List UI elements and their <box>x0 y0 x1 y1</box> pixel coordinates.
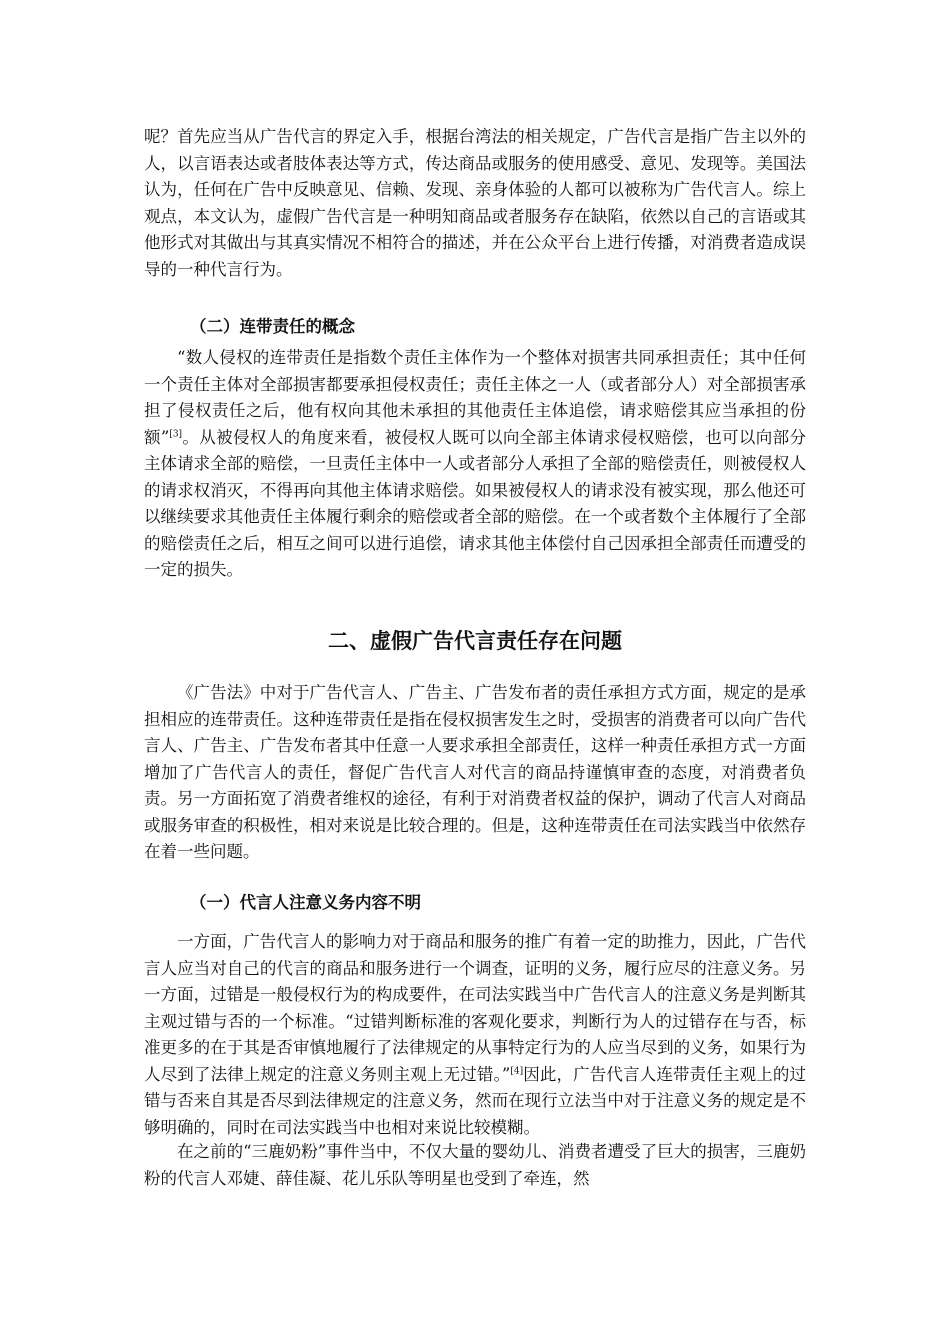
paragraph-continuation: 。从被侵权人的角度来看，被侵权人既可以向全部主体请求侵权赔偿，也可以向部分主体请求全部的赔偿，一旦责任主体中一人或者部分人承担了全部的赔偿责任，则被侵权人的请求权消灭，不得再向其他主体请求赔偿。如果被侵权人的请求没有被实现，那么他还可以继续要求其他责任主体履行剩余的赔偿或者全部的赔偿。在一个或者数个主体履行了全部的赔偿责任之后，相互之间可以进行追偿，请求其他主体偿付自己因承担全部责任而遭受的一定的损失。 <box>144 427 807 579</box>
subheading-duty-of-care: （一）代言人注意义务内容不明 <box>190 893 421 912</box>
citation-ref-3: [3] <box>169 429 183 439</box>
quote-text: “数人侵权的连带责任是指数个责任主体作为一个整体对损害共同承担责任；其中任何一个责任主体对全部损害都要承担侵权责任；责任主体之一人（或者部分人）对全部损害承担了侵权责任之后，他有权向其他未承担的其他责任主体追偿，请求赔偿其应当承担的份额” <box>144 348 806 447</box>
subheading-joint-liability-concept: （二）连带责任的概念 <box>190 317 355 336</box>
paragraph-joint-liability <box>144 345 806 584</box>
paragraph-definition: 呢？首先应当从广告代言的界定入手，根据台湾法的相关规定，广告代言是指广告主以外的人，以言语表达或者肢体表达等方式，传达商品或服务的使用感受、意见、发现等。美国法认为，任何在广告中反映意见、信赖、发现、亲身体验的人都可以被称为广告代言人。综上观点，本文认为，虚假广告代言是一种明知商品或者服务存在缺陷，依然以自己的言语或其他形式对其做出与其真实情况不相符合的描述，并在公众平台上进行传播，对消费者造成误导的一种代言行为。 <box>144 127 806 279</box>
paragraph-text: 一方面，广告代言人的影响力对于商品和服务的推广有着一定的助推力，因此，广告代言人应当对自己的代言的商品和服务进行一个调查，证明的义务，履行应尽的注意义务。另一方面，过错是一般侵权行为的构成要件，在司法实践当中广告代言人的注意义务是判断其主观过错与否的一个标准。“过错判断标准的客观化要求，判断行为人的过错存在与否，标准更多的在于其是否审慎地履行了法律规定的从事特定行为的人应当尽到的义务，如果行为人尽到了法律上规定的注意义务则主观上无过错。” <box>144 932 806 1084</box>
paragraph-duty-of-care <box>144 929 806 1141</box>
paragraph-continuation: 因此，广告代言人连带责任主观上的过错与否来自其是否尽到法律规定的注意义务，然而在现行立法当中对于注意义务的规定是不够明确的，同时在司法实践当中也相对来说比较模糊。 <box>144 1064 807 1137</box>
citation-ref-4: [4] <box>510 1066 524 1076</box>
paragraph-sanlu-case: 在之前的“三鹿奶粉”事件当中，不仅大量的婴幼儿、消费者遭受了巨大的损害，三鹿奶粉的代言人邓婕、薛佳凝、花儿乐队等明星也受到了牵连，然 <box>144 1142 806 1188</box>
paragraph-advertising-law: 《广告法》中对于广告代言人、广告主、广告发布者的责任承担方式方面，规定的是承担相应的连带责任。这种连带责任是指在侵权损害发生之时，受损害的消费者可以向广告代言人、广告主、广告发布者其中任意一人要求承担全部责任，这样一种责任承担方式一方面增加了广告代言人的责任，督促广告代言人对代言的商品持谨慎审查的态度，对消费者负责。另一方面拓宽了消费者维权的途径，有利于对消费者权益的保护，调动了代言人对商品或服务审查的积极性，相对来说是比较合理的。但是，这种连带责任在司法实践当中依然存在着一些问题。 <box>144 683 806 861</box>
section-title: 二、虚假广告代言责任存在问题 <box>328 629 622 653</box>
